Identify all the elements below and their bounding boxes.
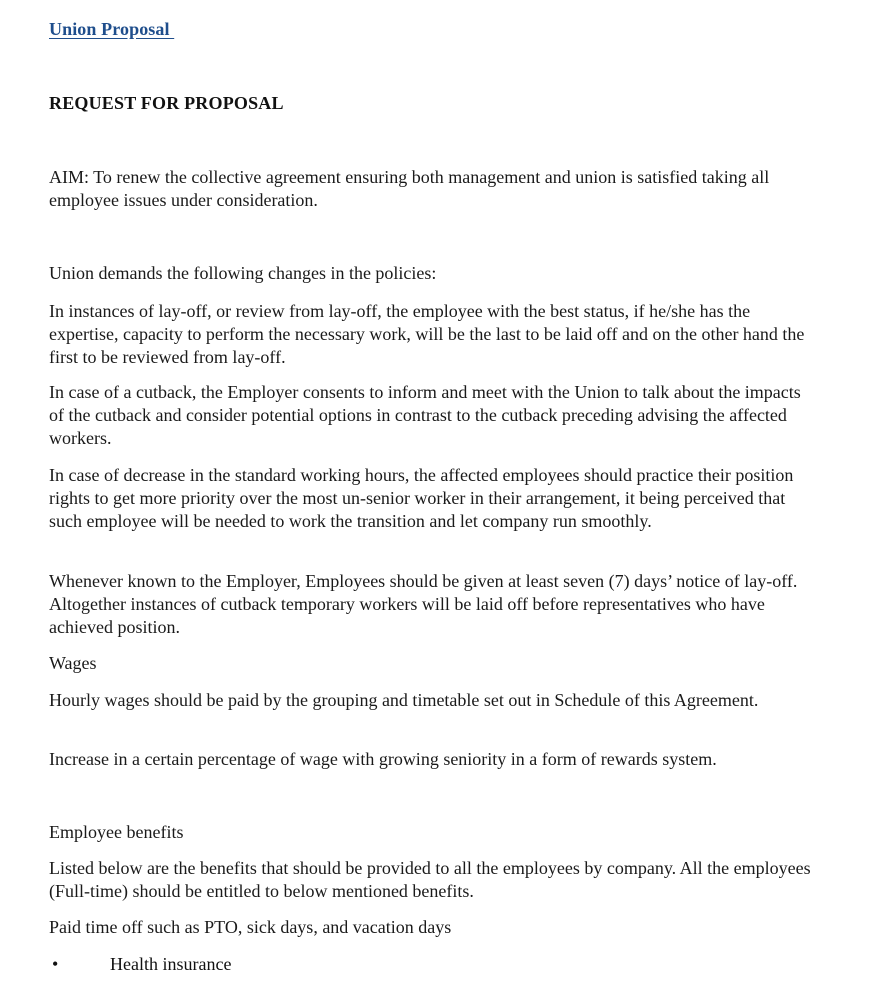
demands-intro: Union demands the following changes in the policies:	[49, 263, 437, 283]
aim-paragraph: AIM: To renew the collective agreement ensuring both management and union is satisfied taking all employee issues under consideration.	[49, 167, 770, 210]
bullet-icon: •	[52, 954, 59, 974]
paid-time-off-line: Paid time off such as PTO, sick days, and vacation days	[49, 917, 452, 937]
wages-paragraph: Hourly wages should be paid by the grouping and timetable set out in Schedule of this Agreement.	[49, 690, 759, 710]
wages-heading: Wages	[49, 653, 97, 673]
union-proposal-link[interactable]: Union Proposal	[49, 19, 175, 39]
benefits-paragraph: Listed below are the benefits that should be provided to all the employees by company. All the employees (Full-time) should be entitled to below mentioned benefits.	[49, 858, 811, 901]
notice-paragraph: Whenever known to the Employer, Employees should be given at least seven (7) days’ notice of lay-off. Altogether instances of cutback temporary workers will be laid off before representatives who have achieved position.	[49, 571, 798, 637]
cutback-paragraph: In case of a cutback, the Employer consents to inform and meet with the Union to talk about the impacts of the cutback and consider potential options in contrast to the cutback preceding advising the affected workers.	[49, 382, 801, 448]
benefits-heading: Employee benefits	[49, 822, 184, 842]
working-hours-paragraph: In case of decrease in the standard working hours, the affected employees should practice their position rights to get more priority over the most un-senior worker in their arrangement, it being perceived that such employee will be needed to work the transition and let company run smoothly.	[49, 465, 794, 531]
document-title: REQUEST FOR PROPOSAL	[49, 93, 284, 113]
list-item	[49, 953, 819, 977]
layoff-paragraph: In instances of lay-off, or review from lay-off, the employee with the best status, if he/she has the expertise, capacity to perform the necessary work, will be the last to be laid off and on the other hand the first to be reviewed from lay-off.	[49, 301, 805, 367]
seniority-paragraph: Increase in a certain percentage of wage with growing seniority in a form of rewards system.	[49, 749, 717, 769]
health-insurance-item: Health insurance	[110, 954, 232, 974]
